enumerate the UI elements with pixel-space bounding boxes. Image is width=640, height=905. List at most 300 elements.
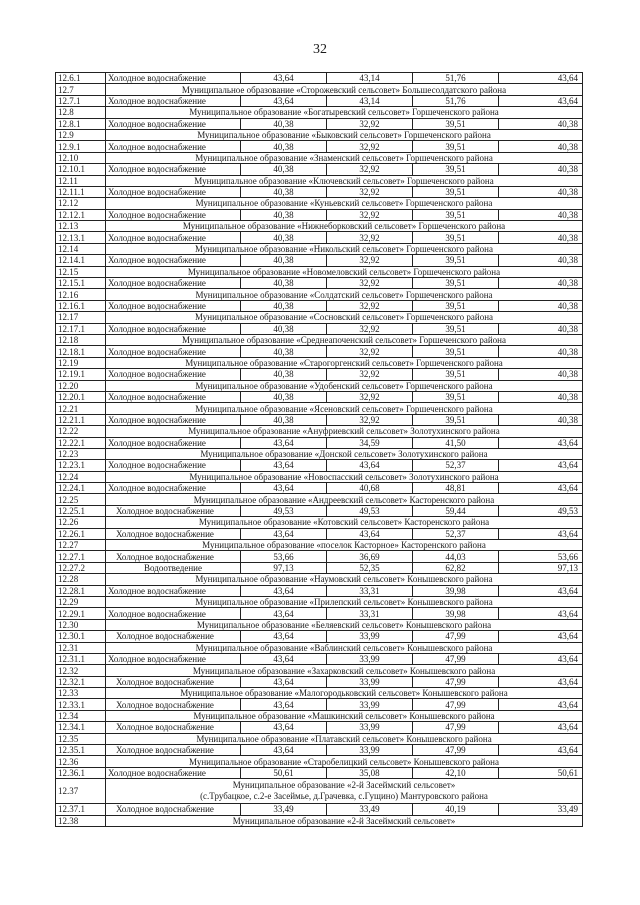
tariff-value-2: 32,92: [327, 232, 413, 243]
municipality-title: Муниципальное образование «2-й Засеймский сельсовет»: [106, 815, 583, 826]
tariff-row: [56, 722, 583, 733]
municipality-title: Муниципальное образование «Нижнеборковский сельсовет» Горшеченского района: [106, 221, 583, 232]
tariff-row: [56, 551, 583, 562]
municipality-heading-row: [56, 471, 583, 482]
tariff-value-2: 32,92: [327, 300, 413, 311]
tariff-value-1: 43,64: [241, 95, 327, 106]
tariff-value-3: 39,51: [413, 255, 499, 266]
municipality-heading-row: [56, 733, 583, 744]
tariff-value-1: 43,64: [241, 437, 327, 448]
tariff-row: [56, 585, 583, 596]
municipality-title-line-1: Муниципальное образование «2-й Засеймский сельсовет»: [232, 780, 456, 791]
tariff-value-3: 62,82: [413, 562, 499, 573]
municipality-heading-row: [56, 289, 583, 300]
tariff-value-1: 43,64: [241, 745, 327, 756]
tariff-value-1: 40,38: [241, 391, 327, 402]
municipality-heading-row: [56, 403, 583, 414]
tariff-value-1: 40,38: [241, 346, 327, 357]
municipality-title: Муниципальное образование «Среднеапоченский сельсовет» Горшеченского района: [106, 334, 583, 345]
tariff-value-3: 59,44: [413, 505, 499, 516]
tariff-value-2: 43,14: [327, 95, 413, 106]
tariff-value-2: 43,64: [327, 528, 413, 539]
tariff-value-4: 43,64: [499, 460, 583, 471]
municipality-heading-row: [56, 517, 583, 528]
municipality-heading-row: [56, 152, 583, 163]
row-code: 12.26.1: [56, 528, 106, 539]
municipality-heading-row: [56, 494, 583, 505]
tariff-value-2: 32,92: [327, 118, 413, 129]
tariff-value-3: 42,10: [413, 767, 499, 778]
tariff-value-3: 39,98: [413, 585, 499, 596]
row-code: 12.32: [56, 665, 106, 676]
row-code: 12.34.1: [56, 722, 106, 733]
tariff-value-3: 39,51: [413, 346, 499, 357]
municipality-heading-row: [56, 448, 583, 459]
tariff-value-4: 43,64: [499, 73, 583, 84]
tariff-value-4: 40,38: [499, 414, 583, 425]
tariff-value-1: 43,64: [241, 722, 327, 733]
tariff-value-1: 49,53: [241, 505, 327, 516]
tariff-value-3: 40,19: [413, 804, 499, 815]
municipality-title: Муниципальное образование «Быковский сельсовет» Горшеченского района: [106, 129, 583, 140]
municipality-title: Муниципальное образование «Платавский сельсовет» Конышевского района: [106, 733, 583, 744]
municipality-heading-row: [56, 198, 583, 209]
tariff-value-4: 40,38: [499, 278, 583, 289]
tariff-value-4: 40,38: [499, 141, 583, 152]
municipality-title: Муниципальное образование «Старобелицкий сельсовет» Конышевского района: [106, 756, 583, 767]
service-name: Холодное водоснабжение: [106, 745, 241, 756]
tariff-value-2: 32,92: [327, 186, 413, 197]
tariff-value-1: 53,66: [241, 551, 327, 562]
municipality-heading-row: [56, 334, 583, 345]
tariff-value-3: 48,81: [413, 483, 499, 494]
tariff-value-1: 43,64: [241, 631, 327, 642]
tariff-row: [56, 745, 583, 756]
tariff-value-3: 39,51: [413, 369, 499, 380]
tariff-value-4: 43,64: [499, 745, 583, 756]
tariff-value-3: 39,98: [413, 608, 499, 619]
municipality-title: Муниципальное образование «Машкинский сельсовет» Конышевского района: [106, 710, 583, 721]
tariff-value-4: 33,49: [499, 804, 583, 815]
service-name: Холодное водоснабжение: [106, 300, 241, 311]
row-code: 12.21.1: [56, 414, 106, 425]
municipality-heading-row: [56, 312, 583, 323]
page-number: 32: [313, 42, 327, 57]
tariff-value-1: 97,13: [241, 562, 327, 573]
tariff-value-2: 32,92: [327, 346, 413, 357]
tariff-row: [56, 278, 583, 289]
tariff-row: [56, 118, 583, 129]
tariff-value-2: 32,92: [327, 255, 413, 266]
municipality-title: Муниципальное образование «Наумовский сельсовет» Конышевского района: [106, 574, 583, 585]
row-code: 12.24: [56, 471, 106, 482]
service-name: Холодное водоснабжение: [106, 722, 241, 733]
tariff-value-2: 43,14: [327, 73, 413, 84]
tariff-row: [56, 141, 583, 152]
tariff-value-4: 40,38: [499, 369, 583, 380]
tariff-value-1: 33,49: [241, 804, 327, 815]
row-code: 12.37: [56, 779, 106, 804]
municipality-title: Муниципальное образование «Старогоргенский сельсовет» Горшеченского района: [106, 357, 583, 368]
row-code: 12.27: [56, 540, 106, 551]
tariff-value-4: 49,53: [499, 505, 583, 516]
row-code: 12.20.1: [56, 391, 106, 402]
service-name: Холодное водоснабжение: [106, 73, 241, 84]
tariff-value-3: 47,99: [413, 653, 499, 664]
row-code: 12.22.1: [56, 437, 106, 448]
tariff-value-1: 43,64: [241, 585, 327, 596]
municipality-title: Муниципальное образование «Никольский сельсовет» Горшеченского района: [106, 243, 583, 254]
service-name: Холодное водоснабжение: [106, 323, 241, 334]
tariff-value-1: 43,64: [241, 73, 327, 84]
municipality-title: Муниципальное образование «Удобенский сельсовет» Горшеченского района: [106, 380, 583, 391]
row-code: 12.12.1: [56, 209, 106, 220]
tariff-value-3: 39,51: [413, 414, 499, 425]
tariff-value-4: 40,38: [499, 118, 583, 129]
row-code: 12.15.1: [56, 278, 106, 289]
service-name: Холодное водоснабжение: [106, 608, 241, 619]
tariff-value-3: 39,51: [413, 141, 499, 152]
row-code: 12.19.1: [56, 369, 106, 380]
tariff-value-4: 43,64: [499, 585, 583, 596]
service-name: Холодное водоснабжение: [106, 346, 241, 357]
tariff-value-1: 40,38: [241, 300, 327, 311]
tariff-value-2: 32,92: [327, 278, 413, 289]
tariff-value-1: 43,64: [241, 483, 327, 494]
row-code: 12.28.1: [56, 585, 106, 596]
tariff-value-3: 47,99: [413, 745, 499, 756]
service-name: Холодное водоснабжение: [106, 141, 241, 152]
service-name: Холодное водоснабжение: [106, 391, 241, 402]
tariff-value-3: 39,51: [413, 186, 499, 197]
row-code: 12.38: [56, 815, 106, 826]
row-code: 12.33: [56, 688, 106, 699]
service-name: Холодное водоснабжение: [106, 414, 241, 425]
row-code: 12.21: [56, 403, 106, 414]
service-name: Холодное водоснабжение: [106, 118, 241, 129]
tariff-value-4: 40,38: [499, 346, 583, 357]
row-code: 12.36.1: [56, 767, 106, 778]
tariff-row: [56, 414, 583, 425]
tariff-value-4: 43,64: [499, 631, 583, 642]
municipality-title: Муниципальное образование «Ваблинский сельсовет» Конышевского района: [106, 642, 583, 653]
tariff-value-4: 40,38: [499, 164, 583, 175]
row-code: 12.10.1: [56, 164, 106, 175]
row-code: 12.30.1: [56, 631, 106, 642]
municipality-title: Муниципальное образование «Куньевский сельсовет» Горшеченского района: [106, 198, 583, 209]
service-name: Холодное водоснабжение: [106, 437, 241, 448]
row-code: 12.19: [56, 357, 106, 368]
row-code: 12.29.1: [56, 608, 106, 619]
row-code: 12.31: [56, 642, 106, 653]
row-code: 12.12: [56, 198, 106, 209]
municipality-heading-row: [56, 129, 583, 140]
municipality-title: Муниципальное образование «Сторожевский сельсовет» Большесолдатского района: [106, 84, 583, 95]
municipality-heading-row: [56, 688, 583, 699]
tariff-value-2: 33,99: [327, 699, 413, 710]
municipality-title: Муниципальное образование «Богатыревский сельсовет» Горшеченского района: [106, 107, 583, 118]
service-name: Холодное водоснабжение: [106, 369, 241, 380]
row-code: 12.7: [56, 84, 106, 95]
row-code: 12.8: [56, 107, 106, 118]
tariff-value-2: 33,31: [327, 608, 413, 619]
row-code: 12.25: [56, 494, 106, 505]
tariff-row: [56, 255, 583, 266]
tariff-row: [56, 300, 583, 311]
service-name: Холодное водоснабжение: [106, 483, 241, 494]
municipality-heading-row: [56, 426, 583, 437]
service-name: Холодное водоснабжение: [106, 209, 241, 220]
service-name: Холодное водоснабжение: [106, 699, 241, 710]
municipality-heading-row: [56, 665, 583, 676]
tariff-value-1: 40,38: [241, 323, 327, 334]
tariff-row: [56, 95, 583, 106]
tariff-row: [56, 608, 583, 619]
row-code: 12.9.1: [56, 141, 106, 152]
municipality-title: Муниципальное образование «Ключевский сельсовет» Горшеченского района: [106, 175, 583, 186]
tariff-value-1: 43,64: [241, 528, 327, 539]
row-code: 12.23.1: [56, 460, 106, 471]
service-name: Холодное водоснабжение: [106, 631, 241, 642]
row-code: 12.10: [56, 152, 106, 163]
row-code: 12.22: [56, 426, 106, 437]
tariff-value-3: 52,37: [413, 460, 499, 471]
municipality-title: Муниципальное образование «Новоспасский сельсовет» Золотухинского района: [106, 471, 583, 482]
row-code: 12.27.1: [56, 551, 106, 562]
service-name: Холодное водоснабжение: [106, 278, 241, 289]
municipality-title-line-2: (с.Трубацкое, с.2-е Засеймье, д.Грачевка, с.Гущино) Мантуровского района: [200, 791, 488, 802]
tariff-row: [56, 73, 583, 84]
tariff-value-3: 47,99: [413, 676, 499, 687]
tariff-value-1: 40,38: [241, 278, 327, 289]
tariff-row: [56, 323, 583, 334]
tariff-row: [56, 804, 583, 815]
tariff-value-4: 43,64: [499, 437, 583, 448]
tariff-value-1: 40,38: [241, 414, 327, 425]
tariff-row: [56, 346, 583, 357]
tariff-value-3: 39,51: [413, 278, 499, 289]
service-name: Холодное водоснабжение: [106, 653, 241, 664]
tariff-value-2: 33,99: [327, 676, 413, 687]
tariff-value-3: 47,99: [413, 722, 499, 733]
row-code: 12.36: [56, 756, 106, 767]
tariff-value-1: 40,38: [241, 369, 327, 380]
municipality-title: Муниципальное образование «Ясеновский сельсовет» Горшеченского района: [106, 403, 583, 414]
tariff-value-2: 43,64: [327, 460, 413, 471]
tariff-value-3: 51,76: [413, 95, 499, 106]
service-name: Холодное водоснабжение: [106, 551, 241, 562]
tariff-row: [56, 767, 583, 778]
tariff-value-4: 40,38: [499, 391, 583, 402]
tariff-value-3: 41,50: [413, 437, 499, 448]
municipality-heading-row: [56, 380, 583, 391]
tariff-row: [56, 699, 583, 710]
row-code: 12.6.1: [56, 73, 106, 84]
row-code: 12.33.1: [56, 699, 106, 710]
tariff-value-2: 32,92: [327, 391, 413, 402]
municipality-title: Муниципальное образование «Знаменский сельсовет» Горшеченского района: [106, 152, 583, 163]
tariff-row: [56, 232, 583, 243]
municipality-heading-row: [56, 756, 583, 767]
row-code: 12.13: [56, 221, 106, 232]
tariff-value-4: 43,64: [499, 676, 583, 687]
tariff-value-4: 43,64: [499, 699, 583, 710]
tariff-value-2: 40,68: [327, 483, 413, 494]
tariff-value-4: 40,38: [499, 255, 583, 266]
tariff-table: [55, 72, 583, 827]
tariff-value-3: 51,76: [413, 73, 499, 84]
row-code: 12.18: [56, 334, 106, 345]
tariff-value-4: 97,13: [499, 562, 583, 573]
tariff-value-2: 33,49: [327, 804, 413, 815]
row-code: 12.27.2: [56, 562, 106, 573]
tariff-row: [56, 391, 583, 402]
tariff-value-4: 50,61: [499, 767, 583, 778]
row-code: 12.14: [56, 243, 106, 254]
tariff-value-1: 43,64: [241, 653, 327, 664]
tariff-row: [56, 631, 583, 642]
tariff-value-3: 39,51: [413, 300, 499, 311]
row-code: 12.15: [56, 266, 106, 277]
tariff-value-3: 47,99: [413, 699, 499, 710]
row-code: 12.9: [56, 129, 106, 140]
row-code: 12.28: [56, 574, 106, 585]
tariff-value-2: 49,53: [327, 505, 413, 516]
tariff-row: [56, 437, 583, 448]
tariff-value-2: 33,99: [327, 745, 413, 756]
municipality-title: Муниципальное образование «поселок Касторное» Касторенского района: [106, 540, 583, 551]
tariff-value-4: 40,38: [499, 232, 583, 243]
municipality-title: Муниципальное образование «Прилепский сельсовет» Конышевского района: [106, 596, 583, 607]
row-code: 12.16.1: [56, 300, 106, 311]
tariff-value-3: 39,51: [413, 164, 499, 175]
tariff-value-1: 40,38: [241, 209, 327, 220]
tariff-value-4: 40,38: [499, 186, 583, 197]
municipality-heading-row: [56, 243, 583, 254]
municipality-title: Муниципальное образование «Солдатский сельсовет» Горшеченского района: [106, 289, 583, 300]
tariff-value-4: 43,64: [499, 528, 583, 539]
row-code: 12.8.1: [56, 118, 106, 129]
municipality-heading-row: [56, 221, 583, 232]
tariff-value-2: 32,92: [327, 414, 413, 425]
row-code: 12.11: [56, 175, 106, 186]
municipality-heading-row: [56, 596, 583, 607]
tariff-value-4: 40,38: [499, 209, 583, 220]
tariff-value-4: 40,38: [499, 300, 583, 311]
tariff-value-2: 33,99: [327, 653, 413, 664]
tariff-value-1: 40,38: [241, 164, 327, 175]
row-code: 12.35: [56, 733, 106, 744]
municipality-heading-row: [56, 619, 583, 630]
tariff-row: [56, 562, 583, 573]
row-code: 12.31.1: [56, 653, 106, 664]
service-name: Холодное водоснабжение: [106, 585, 241, 596]
tariff-row: [56, 460, 583, 471]
service-name: Водоотведение: [106, 562, 241, 573]
row-code: 12.32.1: [56, 676, 106, 687]
tariff-table-body: [56, 73, 583, 827]
municipality-heading-row: [56, 266, 583, 277]
tariff-value-3: 39,51: [413, 323, 499, 334]
tariff-row: [56, 369, 583, 380]
service-name: Холодное водоснабжение: [106, 767, 241, 778]
service-name: Холодное водоснабжение: [106, 232, 241, 243]
tariff-value-1: 43,64: [241, 699, 327, 710]
tariff-value-2: 32,92: [327, 164, 413, 175]
service-name: Холодное водоснабжение: [106, 804, 241, 815]
row-code: 12.18.1: [56, 346, 106, 357]
municipality-heading-row: [56, 540, 583, 551]
tariff-row: [56, 528, 583, 539]
tariff-value-1: 40,38: [241, 232, 327, 243]
row-code: 12.26: [56, 517, 106, 528]
tariff-value-4: 43,64: [499, 608, 583, 619]
tariff-row: [56, 209, 583, 220]
tariff-value-3: 47,99: [413, 631, 499, 642]
tariff-value-1: 50,61: [241, 767, 327, 778]
tariff-value-2: 33,99: [327, 631, 413, 642]
tariff-value-3: 44,03: [413, 551, 499, 562]
tariff-value-2: 32,92: [327, 323, 413, 334]
municipality-title: Муниципальное образование «Захарковский сельсовет» Конышевского района: [106, 665, 583, 676]
municipality-title: Муниципальное образование «Андреевский сельсовет» Касторенского района: [106, 494, 583, 505]
row-code: 12.17.1: [56, 323, 106, 334]
service-name: Холодное водоснабжение: [106, 95, 241, 106]
row-code: 12.14.1: [56, 255, 106, 266]
tariff-value-4: 43,64: [499, 722, 583, 733]
municipality-heading-row: [56, 175, 583, 186]
municipality-heading-row: [56, 574, 583, 585]
row-code: 12.25.1: [56, 505, 106, 516]
service-name: Холодное водоснабжение: [106, 255, 241, 266]
tariff-value-4: 43,64: [499, 95, 583, 106]
municipality-heading-row: [56, 779, 583, 804]
service-name: Холодное водоснабжение: [106, 186, 241, 197]
tariff-value-2: 33,31: [327, 585, 413, 596]
service-name: Холодное водоснабжение: [106, 460, 241, 471]
municipality-heading-row: [56, 815, 583, 826]
service-name: Холодное водоснабжение: [106, 528, 241, 539]
row-code: 12.35.1: [56, 745, 106, 756]
tariff-value-4: 43,64: [499, 483, 583, 494]
tariff-value-4: 40,38: [499, 323, 583, 334]
service-name: Холодное водоснабжение: [106, 164, 241, 175]
row-code: 12.37.1: [56, 804, 106, 815]
tariff-value-3: 52,37: [413, 528, 499, 539]
tariff-row: [56, 164, 583, 175]
row-code: 12.16: [56, 289, 106, 300]
row-code: 12.24.1: [56, 483, 106, 494]
municipality-title: Муниципальное образование «Сосновский сельсовет» Горшеченского района: [106, 312, 583, 323]
tariff-value-1: 43,64: [241, 676, 327, 687]
row-code: 12.23: [56, 448, 106, 459]
tariff-value-2: 34,59: [327, 437, 413, 448]
tariff-value-2: 33,99: [327, 722, 413, 733]
tariff-value-1: 40,38: [241, 118, 327, 129]
tariff-value-3: 39,51: [413, 232, 499, 243]
municipality-heading-row: [56, 710, 583, 721]
tariff-value-4: 53,66: [499, 551, 583, 562]
row-code: 12.34: [56, 710, 106, 721]
municipality-heading-row: [56, 107, 583, 118]
tariff-value-1: 40,38: [241, 186, 327, 197]
tariff-value-1: 43,64: [241, 460, 327, 471]
tariff-row: [56, 676, 583, 687]
tariff-value-4: 43,64: [499, 653, 583, 664]
row-code: 12.29: [56, 596, 106, 607]
row-code: 12.17: [56, 312, 106, 323]
municipality-heading-row: [56, 357, 583, 368]
